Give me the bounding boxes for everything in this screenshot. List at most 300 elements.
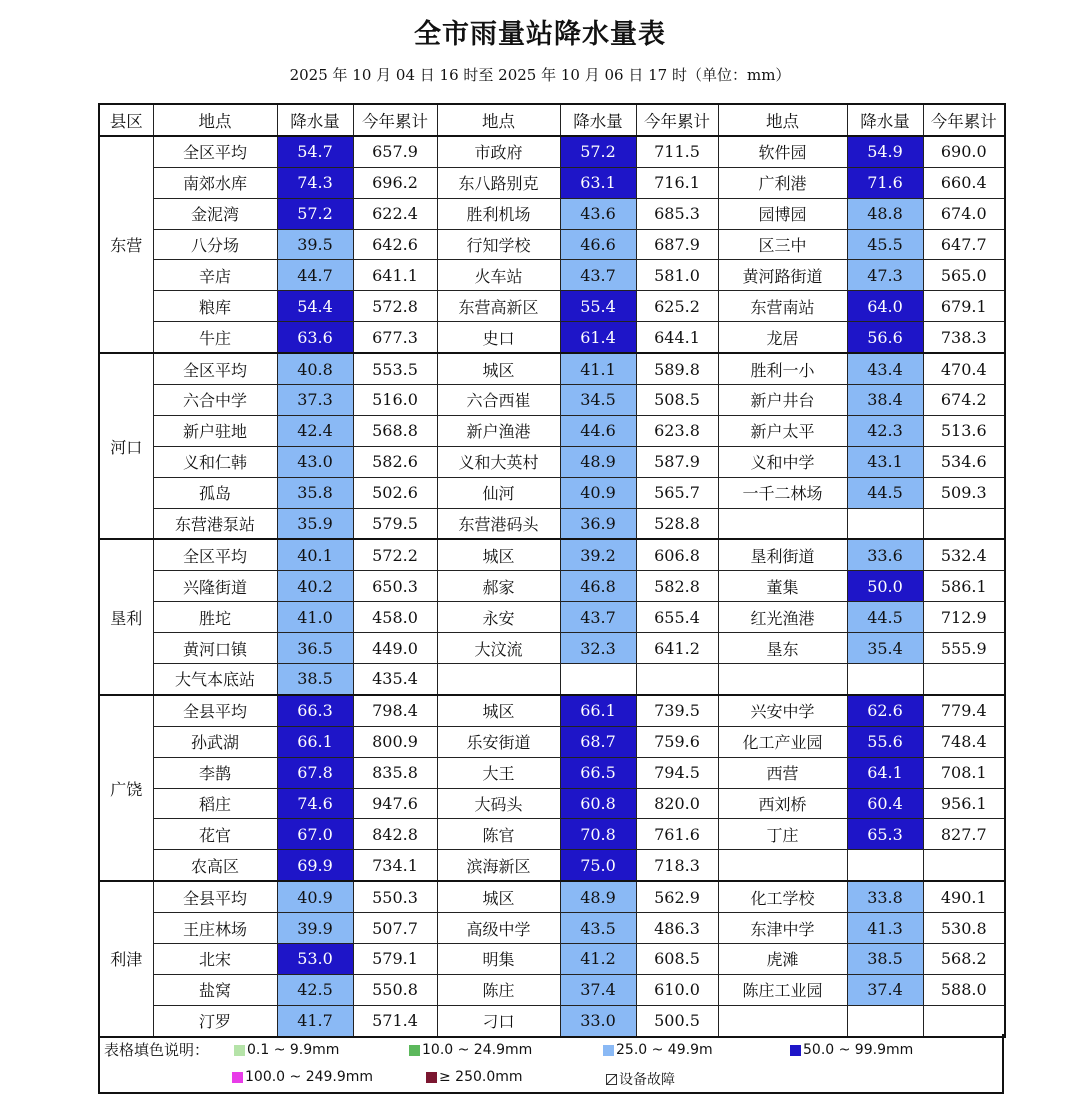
station-name: 花官 [153,819,277,850]
rainfall-value: 48.8 [847,198,923,229]
annual-total: 748.4 [923,726,1005,757]
annual-total: 572.2 [353,539,437,570]
annual-total [923,664,1005,695]
annual-total: 708.1 [923,757,1005,788]
header-rainfall: 降水量 [847,104,923,136]
station-name: 黄河口镇 [153,633,277,664]
annual-total: 800.9 [353,726,437,757]
annual-total: 759.6 [636,726,718,757]
annual-total: 571.4 [353,1005,437,1036]
annual-total: 625.2 [636,291,718,322]
rainfall-value: 42.4 [277,415,353,446]
header-location: 地点 [718,104,847,136]
county-name: 河口 [99,353,153,539]
table-row [99,167,1005,198]
station-name: 全区平均 [153,539,277,570]
color-legend [98,1034,1004,1094]
annual-total: 642.6 [353,229,437,260]
annual-total: 568.2 [923,944,1005,975]
rainfall-value [847,664,923,695]
station-name: 粮库 [153,291,277,322]
annual-total: 582.8 [636,571,718,602]
table-row [99,136,1005,167]
table-row [99,664,1005,695]
rainfall-value: 36.5 [277,633,353,664]
rainfall-value: 55.4 [560,291,636,322]
station-name [437,664,560,695]
header-rainfall: 降水量 [560,104,636,136]
annual-total: 581.0 [636,260,718,291]
station-name [718,850,847,881]
annual-total: 550.8 [353,974,437,1005]
annual-total: 679.1 [923,291,1005,322]
rainfall-value: 39.9 [277,913,353,944]
annual-total: 655.4 [636,602,718,633]
station-name: 六合中学 [153,385,277,416]
station-name: 黄河路街道 [718,260,847,291]
station-name: 垦利街道 [718,539,847,570]
annual-total: 761.6 [636,819,718,850]
table-row [99,944,1005,975]
rainfall-value: 44.5 [847,602,923,633]
header-location: 地点 [437,104,560,136]
annual-total: 650.3 [353,571,437,602]
station-name: 新户太平 [718,415,847,446]
legend-label: 10.0 ~ 24.9mm [422,1042,533,1058]
station-name: 新户井台 [718,385,847,416]
annual-total: 562.9 [636,881,718,912]
annual-total: 530.8 [923,913,1005,944]
annual-total: 568.8 [353,415,437,446]
rainfall-value: 36.9 [560,508,636,539]
rainfall-value: 66.1 [560,695,636,726]
county-name: 东营 [99,136,153,353]
rainfall-value: 57.2 [277,198,353,229]
table-body [99,136,1005,1037]
station-name: 虎滩 [718,944,847,975]
rainfall-value: 63.1 [560,167,636,198]
rainfall-value: 37.3 [277,385,353,416]
annual-total: 644.1 [636,322,718,353]
rainfall-value: 37.4 [847,974,923,1005]
annual-total: 835.8 [353,757,437,788]
legend-swatch-icon [603,1045,614,1056]
page-title: 全市雨量站降水量表 [414,19,666,50]
rainfall-value: 41.1 [560,353,636,384]
station-name: 陈庄工业园 [718,974,847,1005]
station-name: 大码头 [437,788,560,819]
station-name: 八分场 [153,229,277,260]
annual-total: 827.7 [923,819,1005,850]
station-name: 南郊水库 [153,167,277,198]
annual-total [923,1005,1005,1036]
annual-total: 516.0 [353,385,437,416]
annual-total: 696.2 [353,167,437,198]
station-name: 稻庄 [153,788,277,819]
station-name: 永安 [437,602,560,633]
table-row [99,633,1005,664]
station-name: 义和大英村 [437,446,560,477]
header-county: 县区 [99,104,153,136]
rainfall-value: 43.7 [560,260,636,291]
rainfall-value: 43.7 [560,602,636,633]
station-name: 区三中 [718,229,847,260]
station-name: 郝家 [437,571,560,602]
legend-item [426,1069,523,1085]
annual-total: 622.4 [353,198,437,229]
rainfall-value: 50.0 [847,571,923,602]
rainfall-value: 60.8 [560,788,636,819]
station-name: 垦东 [718,633,847,664]
rainfall-value: 74.6 [277,788,353,819]
table-row [99,757,1005,788]
station-name: 胜利机场 [437,198,560,229]
annual-total: 589.8 [636,353,718,384]
legend-item [603,1042,713,1058]
station-name: 义和仁韩 [153,446,277,477]
table-row [99,602,1005,633]
table-row [99,726,1005,757]
rainfall-value: 39.5 [277,229,353,260]
legend-label: 100.0 ~ 249.9mm [245,1069,374,1085]
rainfall-value: 55.6 [847,726,923,757]
rainfall-value: 38.5 [277,664,353,695]
rainfall-value: 38.5 [847,944,923,975]
rainfall-value: 40.2 [277,571,353,602]
table-row [99,913,1005,944]
rainfall-value: 41.3 [847,913,923,944]
station-name: 李鹊 [153,757,277,788]
station-name: 陈官 [437,819,560,850]
annual-total: 532.4 [923,539,1005,570]
rainfall-value: 65.3 [847,819,923,850]
rainfall-value: 46.6 [560,229,636,260]
legend-label: 25.0 ~ 49.9m [616,1042,713,1058]
station-name: 明集 [437,944,560,975]
legend-swatch-icon [234,1045,245,1056]
legend-item [409,1042,532,1058]
rainfall-value: 40.1 [277,539,353,570]
station-name: 广利港 [718,167,847,198]
rainfall-value: 47.3 [847,260,923,291]
rainfall-value: 75.0 [560,850,636,881]
station-name: 孙武湖 [153,726,277,757]
annual-total: 486.3 [636,913,718,944]
station-name: 仙河 [437,477,560,508]
rainfall-value: 48.9 [560,446,636,477]
annual-total: 647.7 [923,229,1005,260]
annual-total: 435.4 [353,664,437,695]
station-name [718,1005,847,1036]
rainfall-value: 43.5 [560,913,636,944]
annual-total: 507.7 [353,913,437,944]
annual-total [636,664,718,695]
annual-total: 734.1 [353,850,437,881]
rainfall-value: 43.1 [847,446,923,477]
station-name: 新户驻地 [153,415,277,446]
rainfall-value: 66.5 [560,757,636,788]
annual-total: 687.9 [636,229,718,260]
station-name: 大王 [437,757,560,788]
annual-total: 534.6 [923,446,1005,477]
rainfall-value: 41.7 [277,1005,353,1036]
station-name: 软件园 [718,136,847,167]
rainfall-value: 41.2 [560,944,636,975]
station-name: 史口 [437,322,560,353]
station-name: 东津中学 [718,913,847,944]
rainfall-value: 61.4 [560,322,636,353]
station-name: 孤岛 [153,477,277,508]
table-row [99,788,1005,819]
station-name: 新户渔港 [437,415,560,446]
county-name: 垦利 [99,539,153,694]
station-name: 牛庄 [153,322,277,353]
rainfall-value: 37.4 [560,974,636,1005]
rainfall-value: 43.0 [277,446,353,477]
annual-total: 690.0 [923,136,1005,167]
rainfall-value: 41.0 [277,602,353,633]
table-row [99,446,1005,477]
rainfall-value [847,1005,923,1036]
annual-total: 586.1 [923,571,1005,602]
station-name: 西刘桥 [718,788,847,819]
station-name: 市政府 [437,136,560,167]
annual-total: 579.1 [353,944,437,975]
header-row [99,104,1005,136]
table-row [99,385,1005,416]
station-name: 东营南站 [718,291,847,322]
annual-total: 641.1 [353,260,437,291]
rainfall-value: 38.4 [847,385,923,416]
table-row [99,260,1005,291]
legend-item [790,1042,913,1058]
rainfall-value: 54.9 [847,136,923,167]
rainfall-value: 43.4 [847,353,923,384]
annual-total: 677.3 [353,322,437,353]
rainfall-value: 64.0 [847,291,923,322]
station-name: 红光渔港 [718,602,847,633]
rainfall-value: 67.8 [277,757,353,788]
table-row [99,508,1005,539]
rainfall-value: 42.3 [847,415,923,446]
rainfall-table [98,103,1006,1038]
annual-total [923,850,1005,881]
header-rainfall: 降水量 [277,104,353,136]
station-name: 兴隆街道 [153,571,277,602]
station-name: 六合西崔 [437,385,560,416]
rainfall-value [560,664,636,695]
rainfall-value: 54.4 [277,291,353,322]
rainfall-value: 46.8 [560,571,636,602]
annual-total: 500.5 [636,1005,718,1036]
table-row [99,198,1005,229]
annual-total: 956.1 [923,788,1005,819]
header-annual-total: 今年累计 [923,104,1005,136]
station-name: 全县平均 [153,695,277,726]
legend-label: 0.1 ~ 9.9mm [247,1042,340,1058]
annual-total: 565.7 [636,477,718,508]
legend-title: 表格填色说明： [104,1041,210,1059]
station-name: 乐安街道 [437,726,560,757]
annual-total: 842.8 [353,819,437,850]
rainfall-value: 54.7 [277,136,353,167]
rainfall-value: 39.2 [560,539,636,570]
annual-total: 490.1 [923,881,1005,912]
annual-total: 550.3 [353,881,437,912]
rainfall-value: 48.9 [560,881,636,912]
station-name: 化工学校 [718,881,847,912]
annual-total: 660.4 [923,167,1005,198]
legend-swatch-icon [790,1045,801,1056]
station-name: 胜利一小 [718,353,847,384]
rainfall-value: 40.8 [277,353,353,384]
station-name: 园博园 [718,198,847,229]
table-row [99,881,1005,912]
station-name: 滨海新区 [437,850,560,881]
rainfall-value: 42.5 [277,974,353,1005]
station-name: 全区平均 [153,136,277,167]
annual-total: 712.9 [923,602,1005,633]
annual-total: 555.9 [923,633,1005,664]
rainfall-value: 56.6 [847,322,923,353]
annual-total: 579.5 [353,508,437,539]
annual-total: 947.6 [353,788,437,819]
legend-label: 设备故障 [619,1072,675,1088]
rainfall-value: 74.3 [277,167,353,198]
station-name: 龙居 [718,322,847,353]
annual-total: 718.3 [636,850,718,881]
annual-total: 449.0 [353,633,437,664]
station-name: 金泥湾 [153,198,277,229]
station-name: 辛店 [153,260,277,291]
annual-total: 711.5 [636,136,718,167]
station-name: 全区平均 [153,353,277,384]
rainfall-value: 57.2 [560,136,636,167]
station-name: 盐窝 [153,974,277,1005]
rainfall-value: 35.8 [277,477,353,508]
rainfall-value: 53.0 [277,944,353,975]
station-name: 刁口 [437,1005,560,1036]
rainfall-value: 66.3 [277,695,353,726]
table-row [99,322,1005,353]
annual-total: 470.4 [923,353,1005,384]
annual-total: 820.0 [636,788,718,819]
annual-total: 509.3 [923,477,1005,508]
table-row [99,229,1005,260]
station-name: 北宋 [153,944,277,975]
table-row [99,974,1005,1005]
annual-total: 528.8 [636,508,718,539]
annual-total: 779.4 [923,695,1005,726]
station-name: 城区 [437,353,560,384]
station-name: 丁庄 [718,819,847,850]
station-name [718,508,847,539]
table-row [99,353,1005,384]
rainfall-value: 33.6 [847,539,923,570]
rainfall-value: 71.6 [847,167,923,198]
legend-swatch-icon [232,1072,243,1083]
annual-total: 572.8 [353,291,437,322]
table-row [99,539,1005,570]
rainfall-value: 44.6 [560,415,636,446]
rainfall-value: 66.1 [277,726,353,757]
rainfall-value: 67.0 [277,819,353,850]
rainfall-value: 35.9 [277,508,353,539]
annual-total: 553.5 [353,353,437,384]
equipment-fault-icon [606,1074,617,1085]
annual-total: 565.0 [923,260,1005,291]
annual-total: 641.2 [636,633,718,664]
legend-label: ≥ 250.0mm [439,1069,523,1085]
table-row [99,695,1005,726]
table-row [99,415,1005,446]
rainfall-value: 40.9 [277,881,353,912]
annual-total: 502.6 [353,477,437,508]
legend-swatch-icon [426,1072,437,1083]
station-name: 义和中学 [718,446,847,477]
station-name: 王庄林场 [153,913,277,944]
station-name: 城区 [437,539,560,570]
table-row [99,477,1005,508]
annual-total: 674.0 [923,198,1005,229]
station-name: 城区 [437,695,560,726]
annual-total: 513.6 [923,415,1005,446]
table-row [99,1005,1005,1036]
annual-total: 794.5 [636,757,718,788]
station-name: 董集 [718,571,847,602]
station-name: 东营高新区 [437,291,560,322]
station-name: 大气本底站 [153,664,277,695]
rainfall-value: 68.7 [560,726,636,757]
rainfall-value: 33.8 [847,881,923,912]
header-annual-total: 今年累计 [636,104,718,136]
station-name: 西营 [718,757,847,788]
station-name: 火车站 [437,260,560,291]
rainfall-value: 60.4 [847,788,923,819]
annual-total: 608.5 [636,944,718,975]
station-name: 东营港泵站 [153,508,277,539]
station-name: 高级中学 [437,913,560,944]
annual-total: 623.8 [636,415,718,446]
annual-total: 588.0 [923,974,1005,1005]
annual-total: 458.0 [353,602,437,633]
annual-total: 798.4 [353,695,437,726]
legend-swatch-icon [409,1045,420,1056]
table-row [99,850,1005,881]
rainfall-value: 35.4 [847,633,923,664]
rainfall-value: 62.6 [847,695,923,726]
station-name: 行知学校 [437,229,560,260]
rainfall-value: 40.9 [560,477,636,508]
table-row [99,571,1005,602]
legend-label: 50.0 ~ 99.9mm [803,1042,914,1058]
legend-item [232,1069,373,1085]
county-name: 利津 [99,881,153,1036]
rainfall-value: 32.3 [560,633,636,664]
rainfall-value: 33.0 [560,1005,636,1036]
annual-total: 685.3 [636,198,718,229]
station-name: 兴安中学 [718,695,847,726]
station-name: 东营港码头 [437,508,560,539]
legend-item [234,1042,339,1058]
rainfall-value [847,850,923,881]
county-name: 广饶 [99,695,153,881]
rainfall-value: 70.8 [560,819,636,850]
annual-total: 739.5 [636,695,718,726]
annual-total: 587.9 [636,446,718,477]
annual-total: 674.2 [923,385,1005,416]
annual-total: 657.9 [353,136,437,167]
